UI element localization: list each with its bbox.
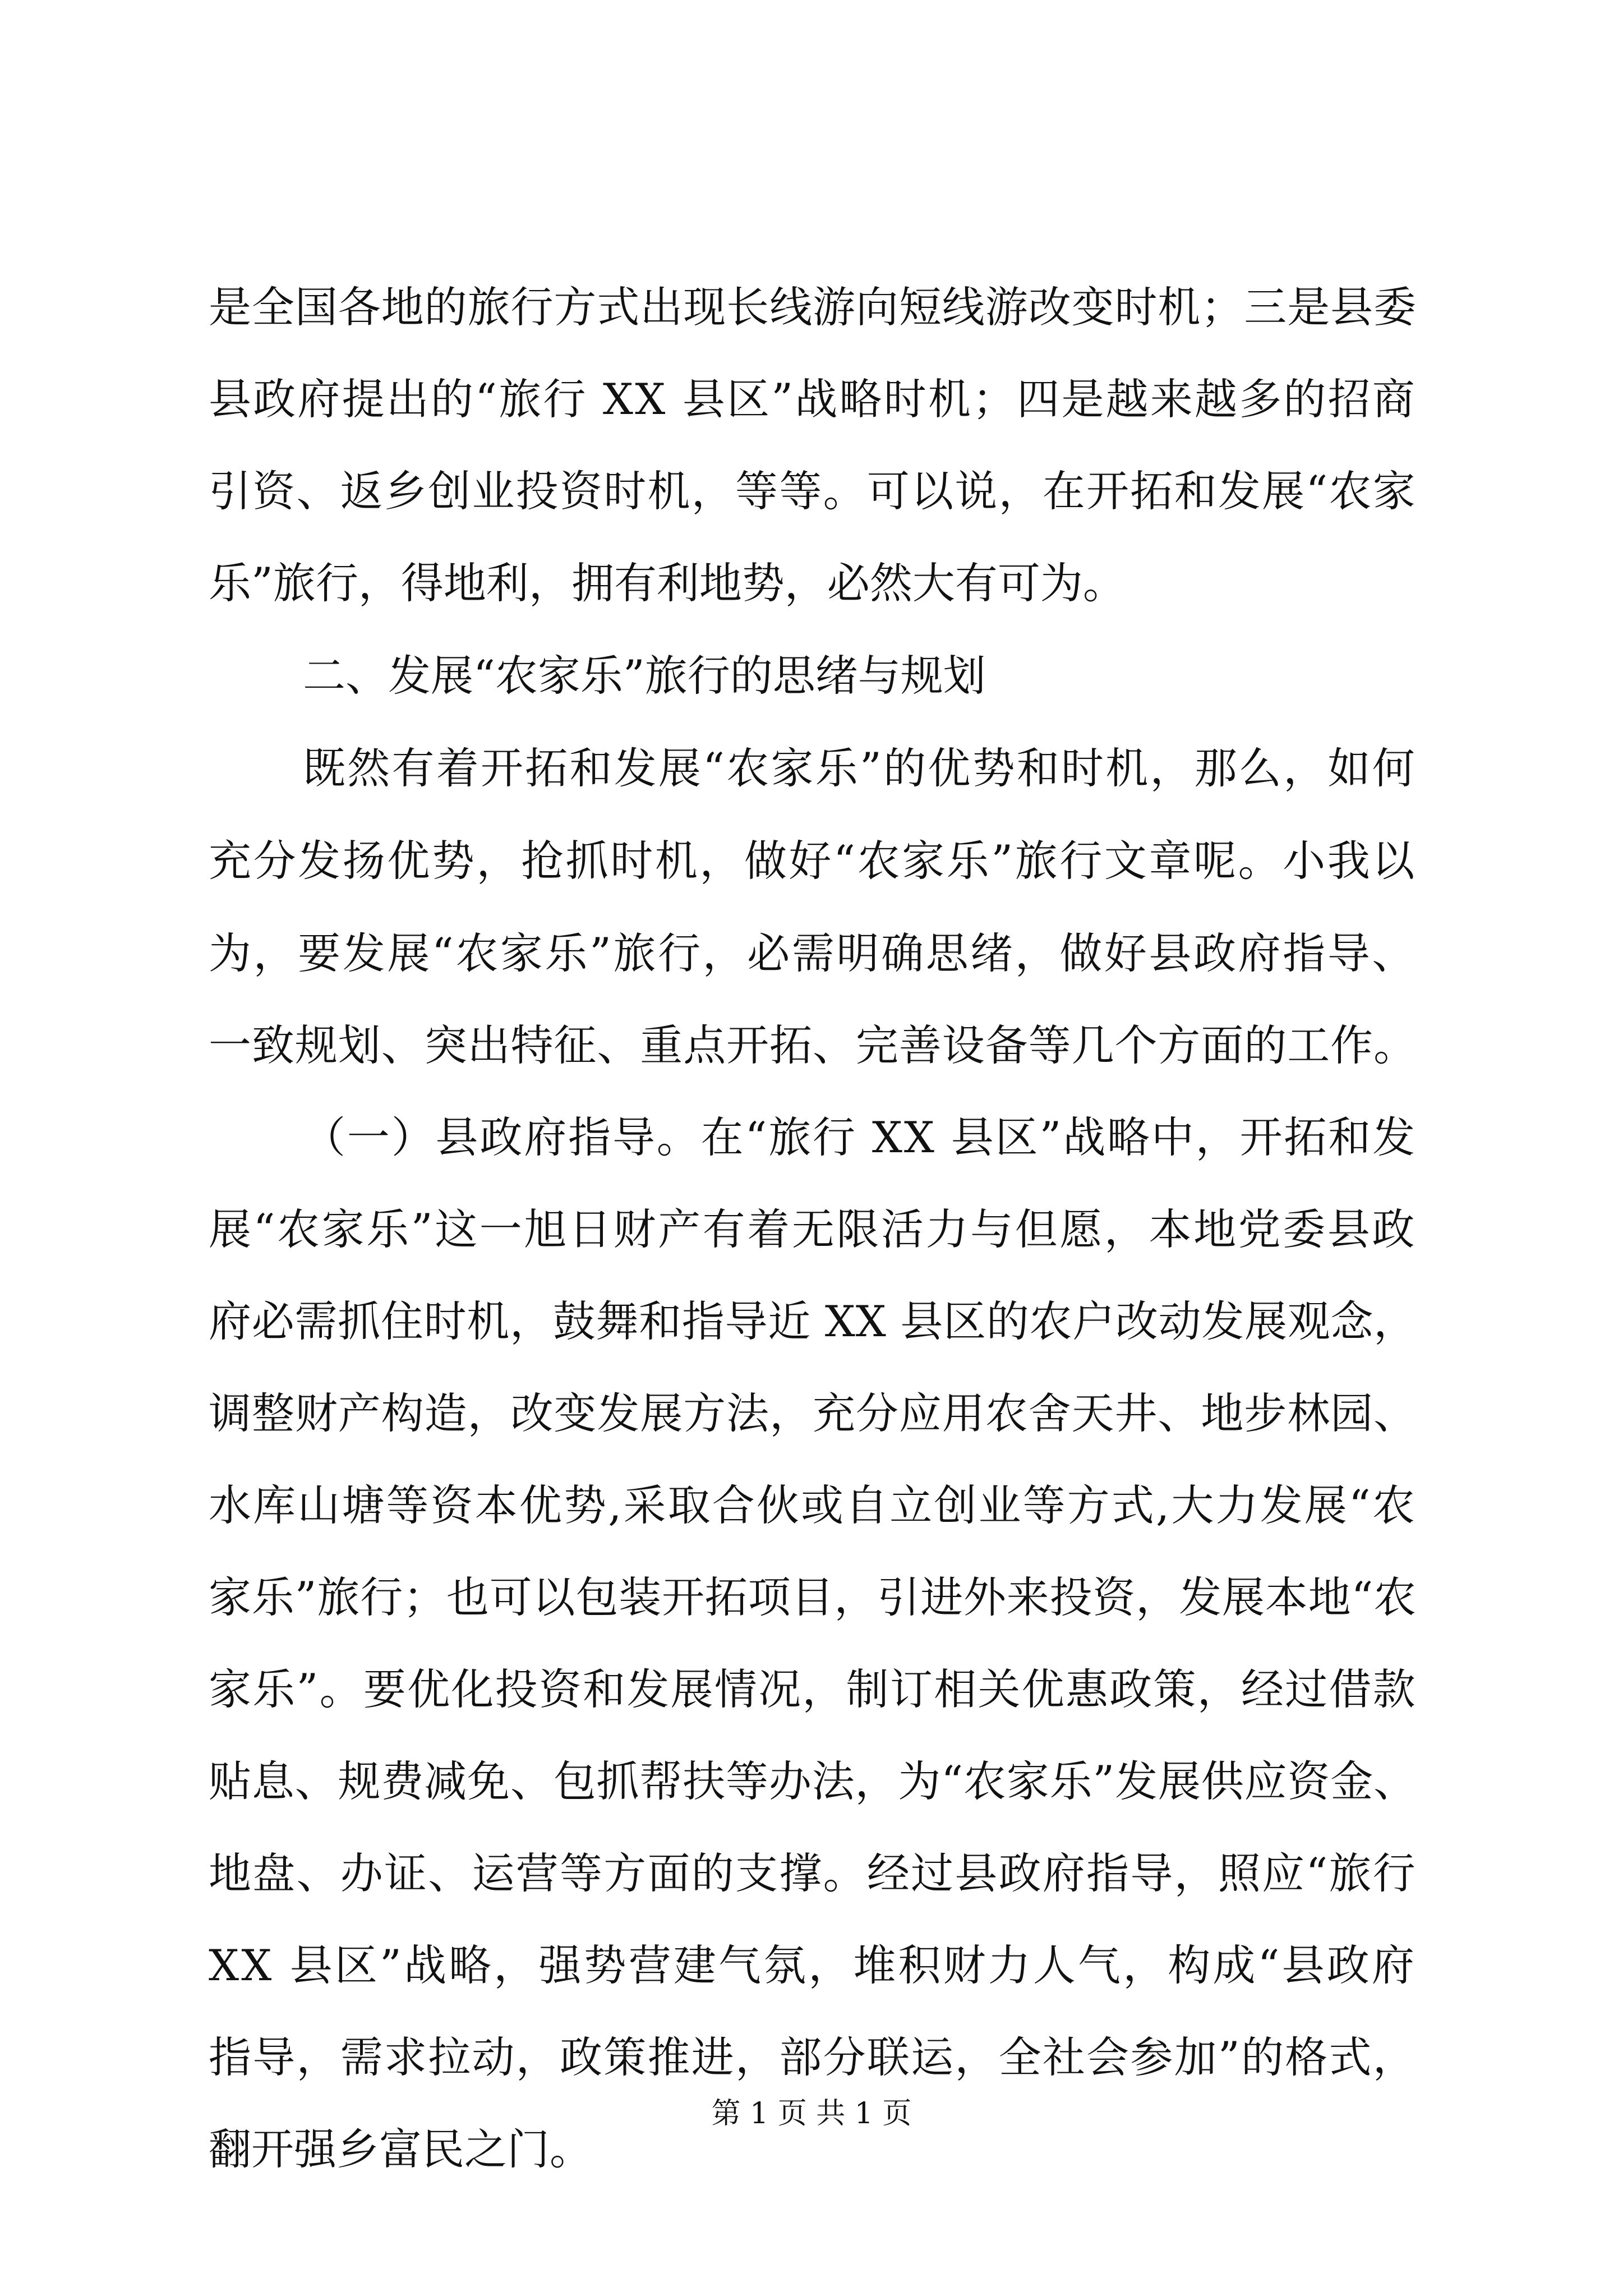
text-line: 调整财产构造，改变发展方法，充分应用农舍天井、地步林园、	[209, 1388, 1417, 1438]
text-line: 家乐”。要优化投资和发展情况，制订相关优惠政策，经过借款	[209, 1664, 1417, 1714]
text-line: 是全国各地的旅行方式出现长线游向短线游改变时机；三是县委	[209, 282, 1417, 332]
text-line: 贴息、规费减免、包抓帮扶等办法，为“农家乐”发展供应资金、	[209, 1756, 1417, 1806]
text-line: XX 县区”战略，强势营建气氛，堆积财力人气，构成“县政府	[209, 1940, 1417, 1990]
text-line: 水库山塘等资本优势,采取合伙或自立创业等方式,大力发展“农	[209, 1480, 1417, 1530]
text-line: 引资、返乡创业投资时机，等等。可以说，在开拓和发展“农家	[209, 466, 1417, 516]
text-line: 展“农家乐”这一旭日财产有着无限活力与但愿，本地党委县政	[209, 1204, 1417, 1254]
text-line: 指导，需求拉动，政策推进，部分联运，全社会参加”的格式，	[209, 2032, 1417, 2082]
text-line: 为，要发展“农家乐”旅行，必需明确思绪，做好县政府指导、	[209, 928, 1417, 978]
text-line: 一致规划、突出特征、重点开拓、完善设备等几个方面的工作。	[209, 1020, 1417, 1070]
text-line: 既然有着开拓和发展“农家乐”的优势和时机，那么，如何	[303, 743, 1417, 793]
text-line: 地盘、办证、运营等方面的支撑。经过县政府指导，照应“旅行	[209, 1848, 1417, 1898]
text-line: 家乐”旅行；也可以包装开拓项目，引进外来投资，发展本地“农	[209, 1572, 1417, 1622]
text-line: 府必需抓住时机，鼓舞和指导近 XX 县区的农户改动发展观念，	[209, 1296, 1417, 1346]
page-footer: 第 1 页 共 1 页	[711, 2097, 912, 2131]
text-line: 充分发扬优势，抢抓时机，做好“农家乐”旅行文章呢。小我以	[209, 836, 1417, 886]
text-line: 翻开强乡富民之门。	[209, 2124, 592, 2174]
text-line: 二、发展“农家乐”旅行的思绪与规划	[303, 651, 986, 701]
text-line: 乐”旅行，得地利，拥有利地势，必然大有可为。	[209, 558, 1126, 608]
text-line: （一）县政府指导。在“旅行 XX 县区”战略中，开拓和发	[303, 1112, 1417, 1162]
text-line: 县政府提出的“旅行 XX 县区”战略时机；四是越来越多的招商	[209, 374, 1417, 424]
